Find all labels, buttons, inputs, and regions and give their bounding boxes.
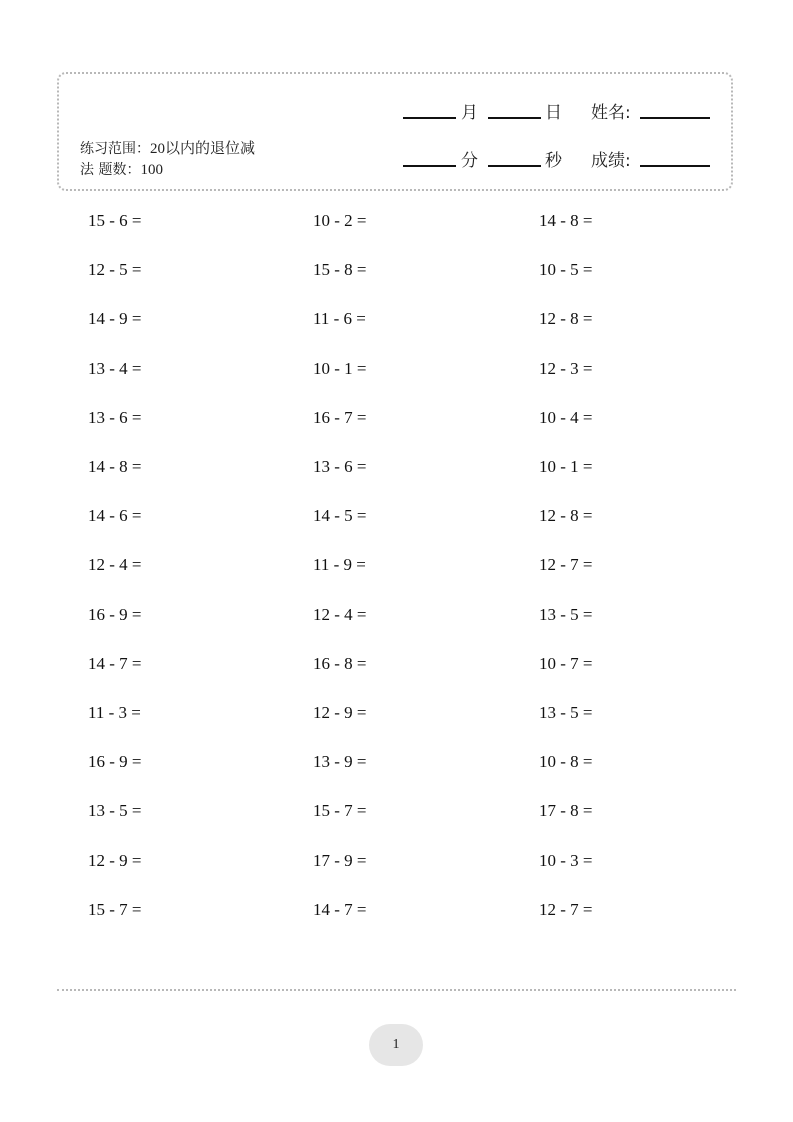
problem-item: 16 - 9 = <box>88 752 142 771</box>
range-continuation: 法 <box>80 162 94 178</box>
problem-item: 17 - 8 = <box>539 801 593 820</box>
bottom-divider <box>57 989 736 991</box>
problem-item: 16 - 9 = <box>88 605 142 624</box>
problem-item: 12 - 7 = <box>539 555 593 574</box>
problem-item: 12 - 9 = <box>88 851 142 870</box>
problem-item: 14 - 9 = <box>88 309 142 328</box>
problem-item: 16 - 7 = <box>313 408 367 427</box>
problem-item: 14 - 7 = <box>313 900 367 919</box>
problem-item: 10 - 5 = <box>539 260 593 279</box>
page-number-badge <box>369 1024 423 1066</box>
range-line <box>80 139 255 160</box>
problem-item: 13 - 5 = <box>539 703 593 722</box>
problem-item: 12 - 4 = <box>88 555 142 574</box>
problem-item: 14 - 5 = <box>313 506 367 525</box>
range-label: 练习范围： <box>80 141 150 157</box>
page-number: 1 <box>392 1037 400 1052</box>
count-value: 100 <box>140 162 163 178</box>
problem-item: 13 - 4 = <box>88 359 142 378</box>
problem-item: 14 - 7 = <box>88 654 142 673</box>
problem-item: 10 - 2 = <box>313 211 367 230</box>
day-blank[interactable] <box>488 117 541 119</box>
minute-blank[interactable] <box>403 165 456 167</box>
problem-item: 12 - 7 = <box>539 900 593 919</box>
month-blank[interactable] <box>403 117 456 119</box>
second-blank[interactable] <box>488 165 541 167</box>
problem-item: 13 - 6 = <box>313 457 367 476</box>
problem-item: 10 - 4 = <box>539 408 593 427</box>
count-label: 题数： <box>98 162 141 178</box>
problem-item: 12 - 8 = <box>539 506 593 525</box>
exercise-info <box>80 139 255 181</box>
problem-item: 12 - 4 = <box>313 605 367 624</box>
range-value: 20以内的退位减 <box>150 141 256 157</box>
problem-item: 10 - 1 = <box>539 457 593 476</box>
month-label: 月 <box>461 103 478 123</box>
problem-item: 13 - 5 = <box>88 801 142 820</box>
problem-item: 12 - 3 = <box>539 359 593 378</box>
problem-item: 10 - 8 = <box>539 752 593 771</box>
minute-label: 分 <box>461 151 478 171</box>
problem-item: 10 - 3 = <box>539 851 593 870</box>
problem-item: 13 - 5 = <box>539 605 593 624</box>
second-label: 秒 <box>545 151 562 171</box>
problem-item: 15 - 8 = <box>313 260 367 279</box>
problem-item: 12 - 8 = <box>539 309 593 328</box>
problem-item: 13 - 6 = <box>88 408 142 427</box>
problem-item: 15 - 6 = <box>88 211 142 230</box>
problem-item: 15 - 7 = <box>88 900 142 919</box>
name-label: 姓名: <box>591 103 631 123</box>
problem-item: 11 - 6 = <box>313 309 366 328</box>
problem-item: 14 - 8 = <box>539 211 593 230</box>
score-label: 成绩: <box>591 151 631 171</box>
problem-item: 15 - 7 = <box>313 801 367 820</box>
problem-item: 16 - 8 = <box>313 654 367 673</box>
score-blank[interactable] <box>640 165 710 167</box>
count-line <box>80 160 255 181</box>
problem-item: 14 - 8 = <box>88 457 142 476</box>
problem-item: 14 - 6 = <box>88 506 142 525</box>
problem-item: 10 - 7 = <box>539 654 593 673</box>
problem-item: 11 - 9 = <box>313 555 366 574</box>
name-blank[interactable] <box>640 117 710 119</box>
problem-item: 11 - 3 = <box>88 703 141 722</box>
problem-item: 12 - 5 = <box>88 260 142 279</box>
problem-item: 17 - 9 = <box>313 851 367 870</box>
problem-item: 13 - 9 = <box>313 752 367 771</box>
problem-item: 10 - 1 = <box>313 359 367 378</box>
day-label: 日 <box>545 103 562 123</box>
problem-item: 12 - 9 = <box>313 703 367 722</box>
